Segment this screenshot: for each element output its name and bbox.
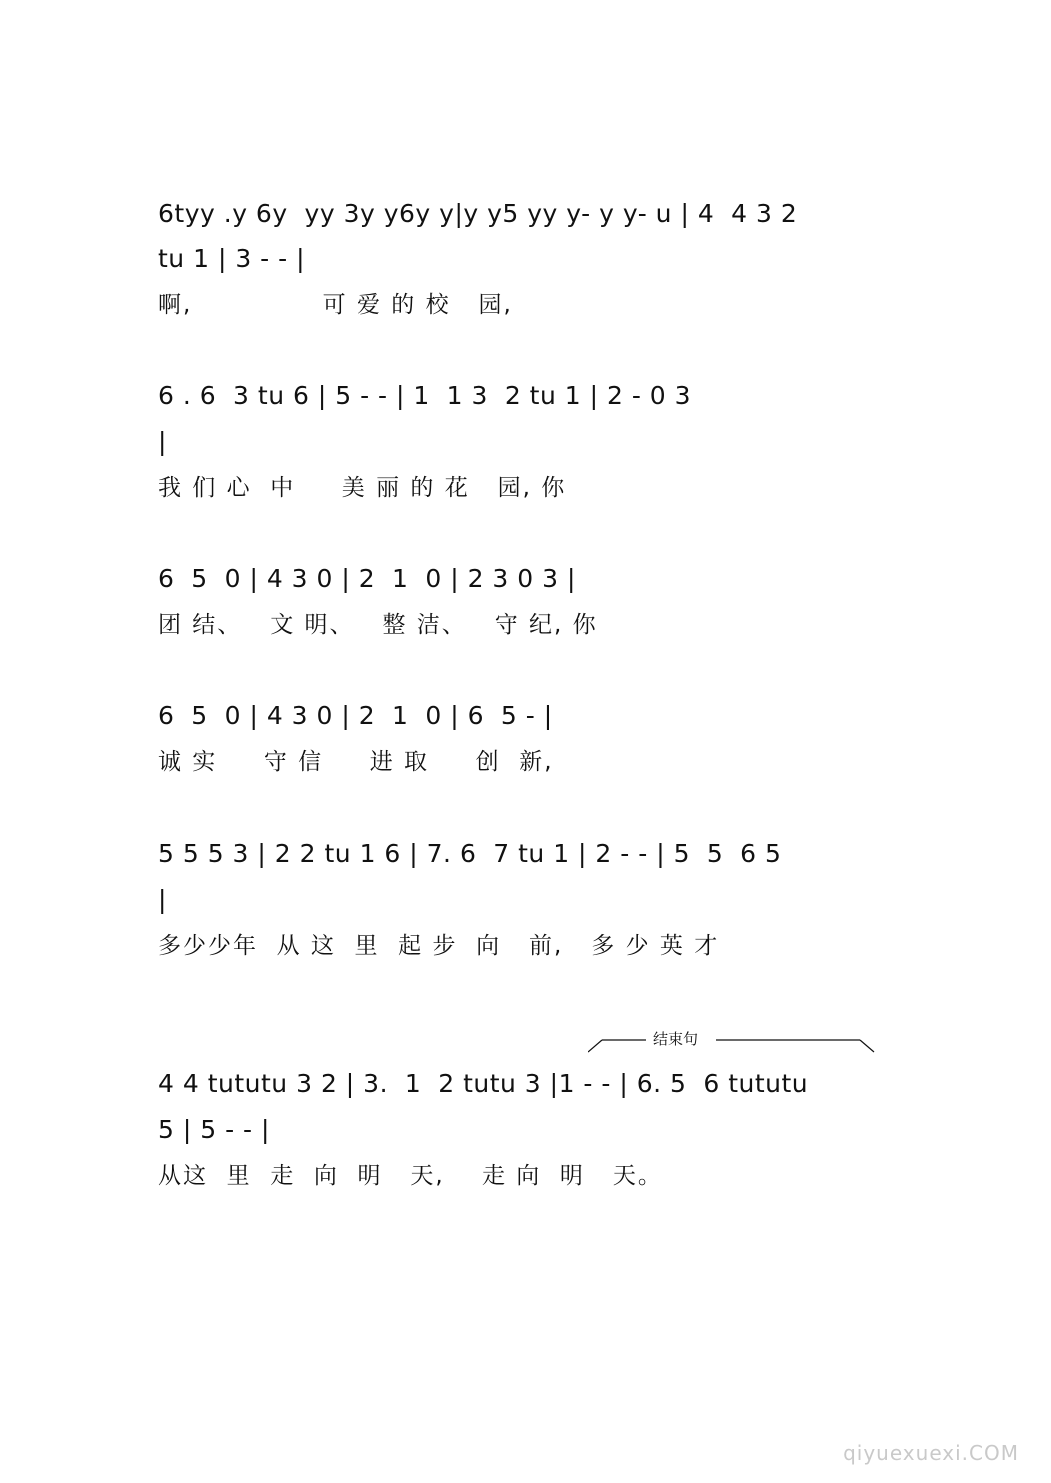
notation-line-2-cont: |	[158, 427, 167, 456]
notation-line-5-cont: |	[158, 885, 167, 914]
lyric-line-4: 诚 实 守 信 进 取 创 新,	[158, 749, 554, 775]
notation-line-6: 4 4 tututu 3 2 | 3. 1 2 tutu 3 |1 - - | 6. 5 6 tututu	[158, 1069, 809, 1098]
bracket-lines	[588, 1028, 878, 1054]
lyric-line-1: 啊, 可 爱 的 校 园,	[158, 292, 513, 318]
ending-phrase-bracket	[588, 1028, 878, 1054]
notation-line-2: 6 . 6 3 tu 6 | 5 - - | 1 1 3 2 tu 1 | 2 - 0 3	[158, 381, 692, 410]
section-label: 结束句	[650, 1028, 701, 1050]
lyric-line-3: 团 结、 文 明、 整 洁、 守 纪, 你	[158, 612, 598, 638]
lyric-line-2: 我 们 心 中 美 丽 的 花 园, 你	[158, 475, 567, 501]
notation-line-1-cont: tu 1 | 3 - - |	[158, 244, 306, 273]
notation-line-1: 6tyy .y 6y yy 3y y6y y|y y5 yy y- y y- u | 4 4 3 2	[158, 199, 798, 228]
lyric-line-6: 从这 里 走 向 明 天, 走 向 明 天。	[158, 1163, 663, 1189]
lyric-line-5: 多少少年 从 这 里 起 步 向 前, 多 少 英 才	[158, 933, 720, 959]
notation-line-4: 6 5 0 | 4 3 0 | 2 1 0 | 6 5 - |	[158, 701, 553, 730]
notation-line-5: 5 5 5 3 | 2 2 tu 1 6 | 7. 6 7 tu 1 | 2 - - | 5 5 6 5	[158, 839, 782, 868]
notation-line-6-cont: 5 | 5 - - |	[158, 1115, 270, 1144]
site-watermark: qiyuexuexi.COM	[843, 1441, 1019, 1465]
notation-line-3: 6 5 0 | 4 3 0 | 2 1 0 | 2 3 0 3 |	[158, 564, 576, 593]
